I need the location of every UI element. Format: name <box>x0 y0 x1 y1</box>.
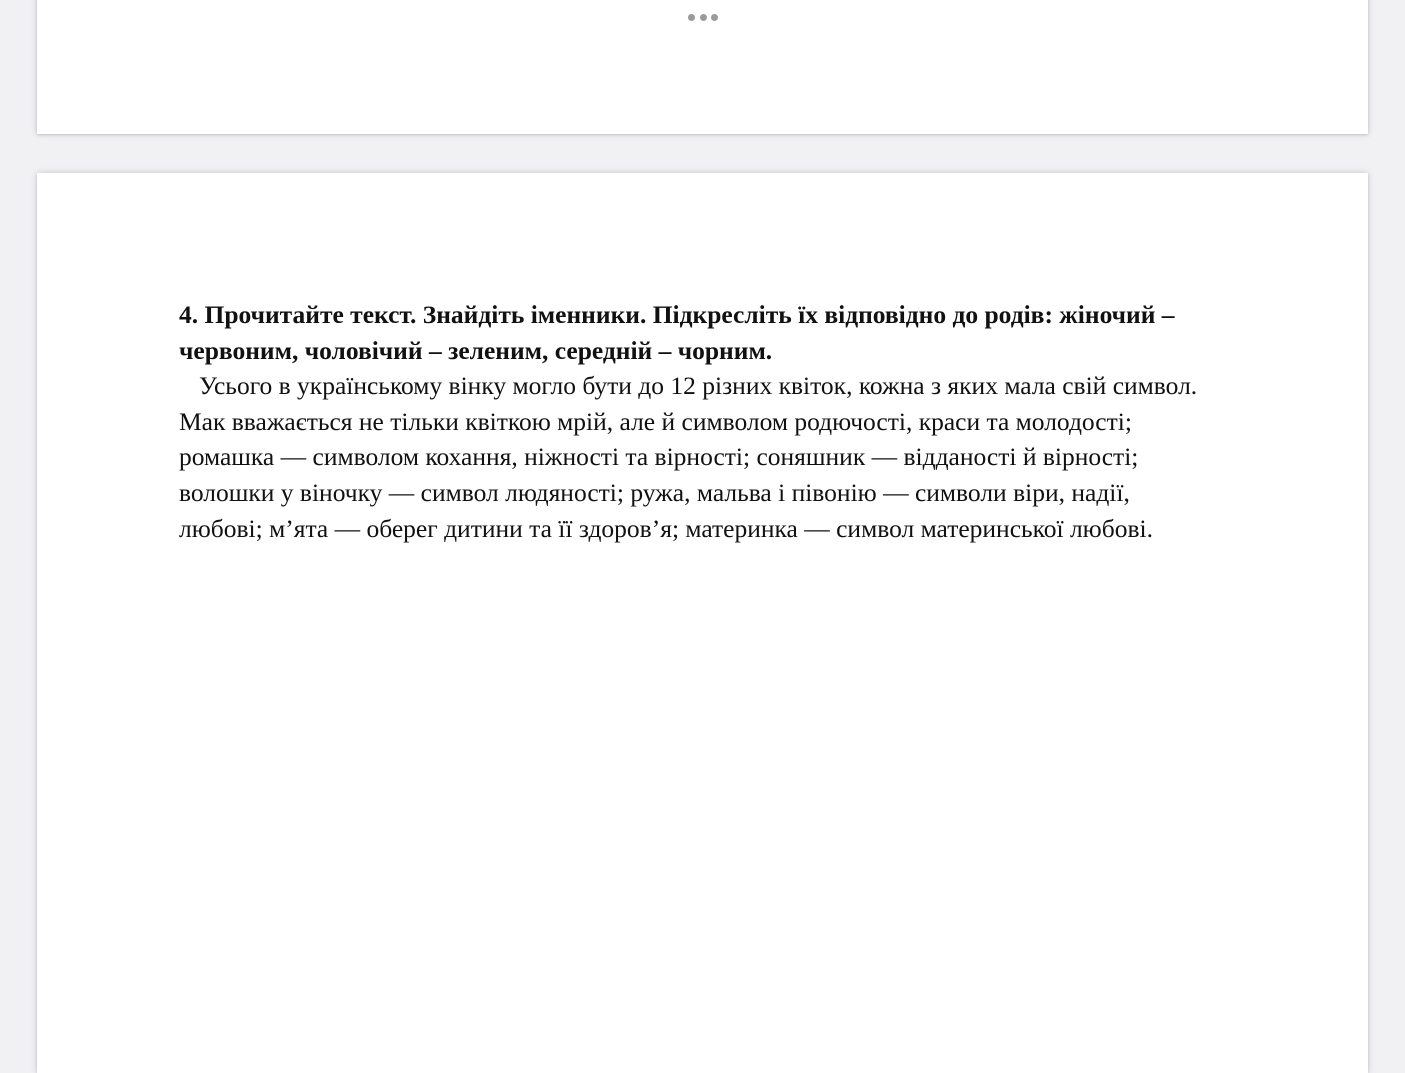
page-content <box>179 297 1289 546</box>
body-text <box>179 368 1289 546</box>
document-page <box>37 173 1368 1073</box>
text-line: ромашка — символом кохання, ніжності та вірності; соняшник — відданості й вірності; <box>179 442 1139 472</box>
dot <box>700 14 707 21</box>
dot <box>688 14 695 21</box>
text-line: волошки у віночку — символ людяності; ружа, мальва і півонію — символи віри, надії, <box>179 477 1130 507</box>
dot <box>711 14 718 21</box>
task-heading <box>179 297 1289 368</box>
heading-line: червоним, чоловічий – зеленим, середній – чорним. <box>179 335 773 365</box>
more-options-icon[interactable] <box>688 12 718 22</box>
heading-line: 4. Прочитайте текст. Знайдіть іменники. Підкресліть їх відповідно до родів: жіночий – <box>179 300 1175 329</box>
text-line: любові; м’ята — оберег дитини та її здоров’я; материнка — символ материнської любові. <box>179 513 1153 543</box>
text-line: Мак вважається не тільки квіткою мрій, але й символом родючості, краси та молодості; <box>179 406 1132 436</box>
text-line: Усього в українському вінку могло бути до 12 різних квіток, кожна з яких мала свій символ. <box>199 371 1198 401</box>
